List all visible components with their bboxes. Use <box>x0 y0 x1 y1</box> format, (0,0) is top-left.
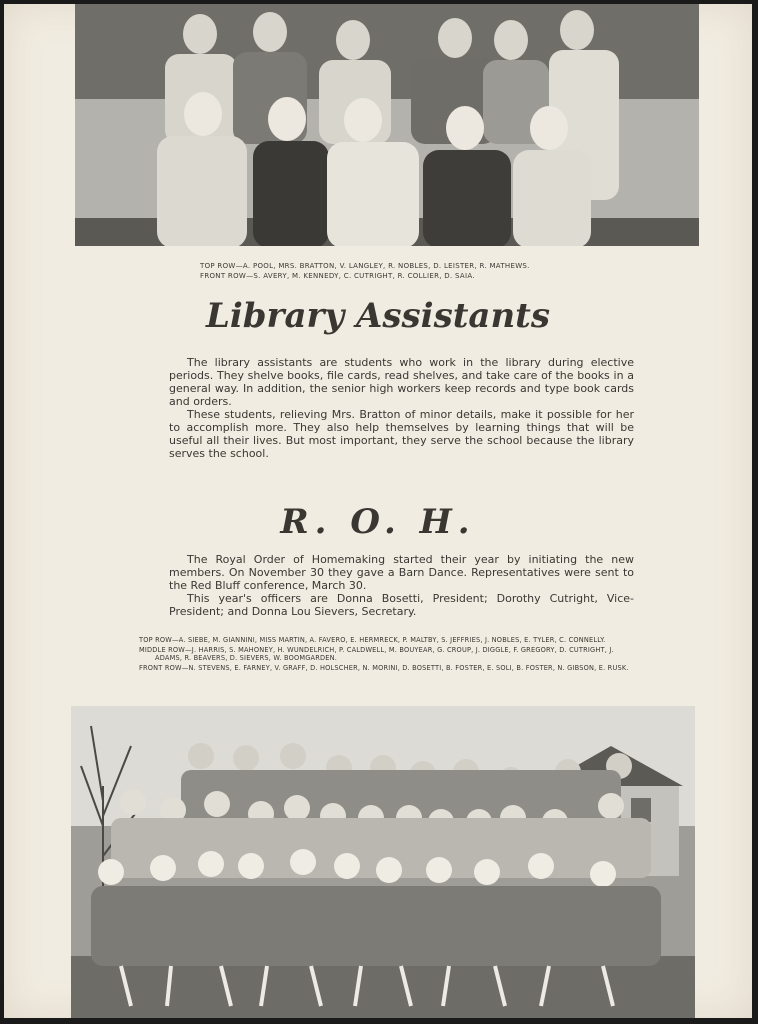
roh-roster-top-row: TOP ROW—A. SIEBE, M. GIANNINI, MISS MARTIN, A. FAVERO, E. HERMRECK, P. MALTBY, S. JEFFRIES, J. NOBLES, E. TYLER, C. CONNELLY. <box>139 636 606 644</box>
library-group-illustration <box>75 4 699 246</box>
library-assistants-title: Library Assistants <box>205 296 551 336</box>
roh-paragraph-2: This year's officers are Donna Bosetti, President; Dorothy Cutright, Vice-President; and Donna Lou Sievers, Secretary. <box>169 592 634 618</box>
roh-paragraph-1: The Royal Order of Homemaking started their year by initiating the new members. On November 30 they gave a Barn Dance. Representatives were sent to the Red Bluff conference, March 30. <box>169 553 634 592</box>
roh-roster <box>139 636 634 673</box>
yearbook-page <box>4 4 752 1018</box>
roh-title: R. O. H. <box>280 502 476 542</box>
library-paragraph-2: These students, relieving Mrs. Bratton of minor details, make it possible for her to accomplish more. They also help themselves by learning things that will be useful all their lives. But most important, they serve the school because the library serves the school. <box>169 408 634 460</box>
roh-roster-front-row: FRONT ROW—N. STEVENS, E. FARNEY, V. GRAFF, D. HOLSCHER, N. MORINI, D. BOSETTI, B. FOSTER, E. SOLI, B. FOSTER, N. GIBSON, E. RUSK. <box>139 663 629 672</box>
roh-group-illustration <box>71 706 695 1018</box>
roh-roster-middle-row: MIDDLE ROW—J. HARRIS, S. MAHONEY, H. WUNDELRICH, P. CALDWELL, M. BOUYEAR, G. CROUP, J. DIGGLE, F. GREGORY, D. CUTRIGHT, J. ADAMS, R. BEAVERS, D. SIEVERS, W. BOOMGARDEN. <box>139 645 614 662</box>
roh-group-photo <box>71 706 695 1018</box>
library-assistants-text <box>169 356 634 460</box>
roh-text <box>169 553 634 618</box>
library-caption-top-row: TOP ROW—A. POOL, MRS. BRATTON, V. LANGLEY, R. NOBLES, D. LEISTER, R. MATHEWS. <box>200 262 530 270</box>
library-assistants-photo <box>75 4 699 246</box>
library-caption-front-row: FRONT ROW—S. AVERY, M. KENNEDY, C. CUTRIGHT, R. COLLIER, D. SAIA. <box>200 272 475 280</box>
library-paragraph-1: The library assistants are students who work in the library during elective periods. They shelve books, file cards, read shelves, and take care of the books in a general way. In addition, the senior high workers keep records and type book cards and orders. <box>169 356 634 408</box>
